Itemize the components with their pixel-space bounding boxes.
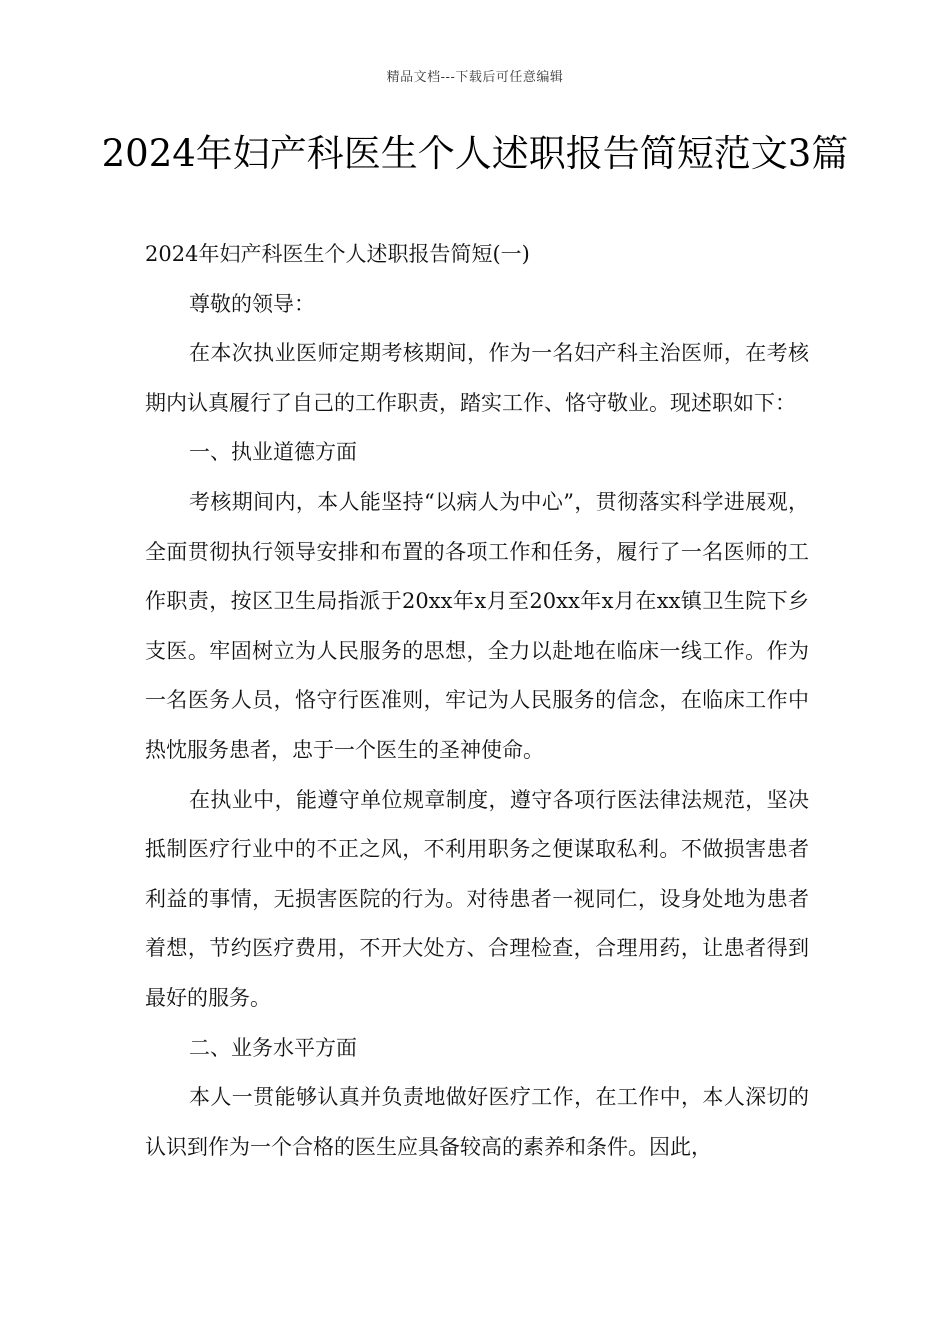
paragraph-ethics-2: 在执业中，能遵守单位规章制度，遵守各项行医法律法规范，坚决抵制医疗行业中的不正之风，不利用职务之便谋取私利。不做损害患者利益的事情，无损害医院的行为。对待患者一视同仁，设身处地为患者着想，节约医疗费用，不开大处方、合理检查，合理用药，让患者得到最好的服务。	[145, 787, 809, 1010]
paragraph-intro: 在本次执业医师定期考核期间，作为一名妇产科主治医师，在考核期内认真履行了自己的工作职责，踏实工作、恪守敬业。现述职如下：	[145, 341, 809, 415]
section-subtitle: 2024年妇产科医生个人述职报告简短(一)	[145, 242, 530, 266]
paragraph-skills-1: 本人一贯能够认真并负责地做好医疗工作，在工作中，本人深切的认识到作为一个合格的医生应具备较高的素养和条件。因此，	[145, 1085, 809, 1159]
document-title: 2024年妇产科医生个人述职报告简短范文3篇	[101, 132, 849, 175]
header-note: 精品文档---下载后可任意编辑	[386, 70, 564, 85]
heading-ethics: 一、执业道德方面	[189, 440, 357, 465]
heading-skills: 二、业务水平方面	[189, 1035, 357, 1060]
paragraph-ethics-1: 考核期间内，本人能坚持“以病人为中心”，贯彻落实科学进展观，全面贯彻执行领导安排和布置的各项工作和任务，履行了一名医师的工作职责，按区卫生局指派于20xx年x月至20xx年x月在xx镇卫生院下乡支医。牢固树立为人民服务的思想，全力以赴地在临床一线工作。作为一名医务人员，恪守行医准则，牢记为人民服务的信念，在临床工作中热忱服务患者，忠于一个医生的圣神使命。	[145, 489, 809, 762]
salutation: 尊敬的领导：	[189, 291, 315, 316]
document-body	[145, 230, 809, 1172]
